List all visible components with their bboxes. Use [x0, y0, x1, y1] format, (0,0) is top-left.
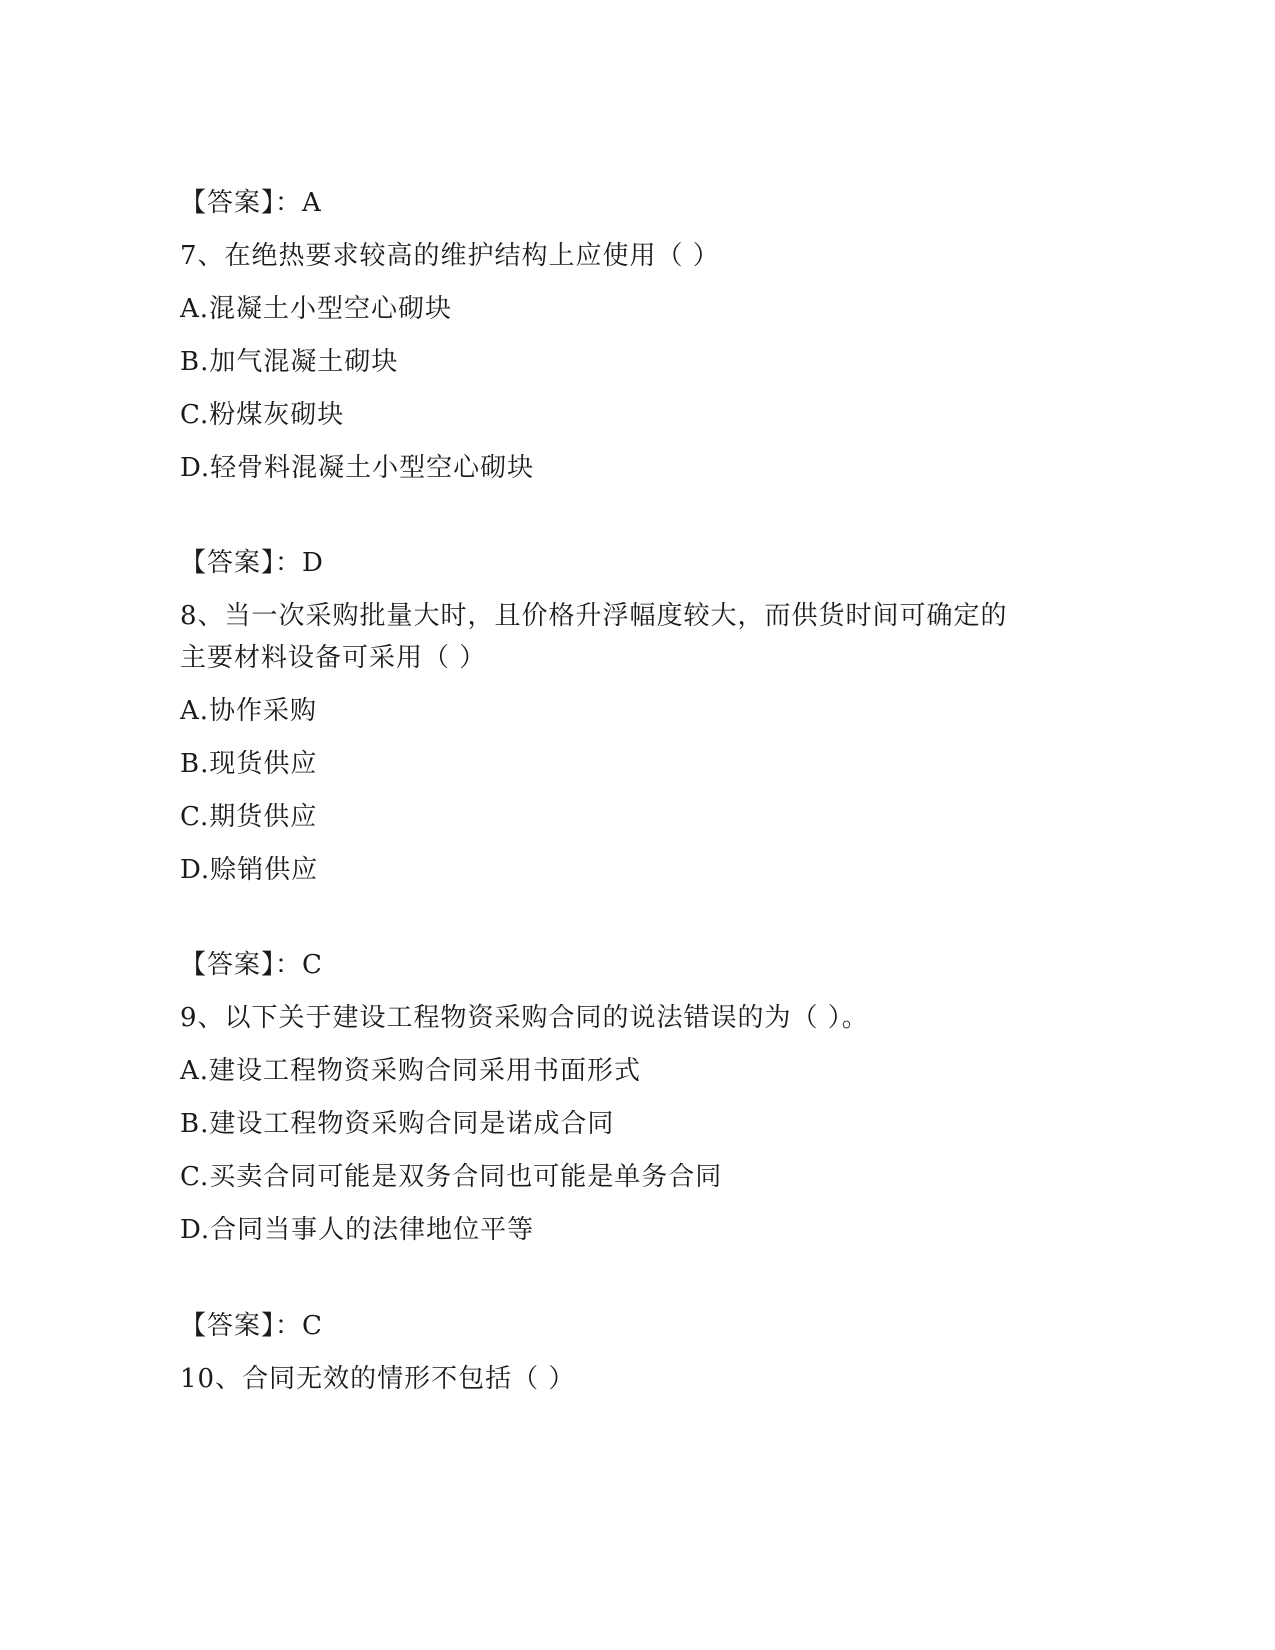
- question-9-option-c: C.买卖合同可能是双务合同也可能是单务合同: [180, 1162, 723, 1192]
- question-8-option-c: C.期货供应: [180, 802, 318, 832]
- answer-value: C: [302, 950, 323, 980]
- answer-value: A: [302, 188, 322, 218]
- answer-prefix: 【答案】：: [180, 188, 303, 218]
- question-8-text-line1: 8、当一次采购批量大时，且价格升浮幅度较大，而供货时间可确定的: [180, 601, 1008, 631]
- question-9-option-d: D.合同当事人的法律地位平等: [180, 1215, 535, 1245]
- question-8-option-b: B.现货供应: [180, 749, 318, 779]
- answer-line: [180, 545, 324, 581]
- question-8-option-a: A.协作采购: [180, 696, 318, 726]
- question-8-text-line2: 主要材料设备可采用（ ）: [180, 643, 487, 673]
- answer-line: [180, 1308, 323, 1344]
- answer-prefix: 【答案】：: [180, 1311, 303, 1341]
- question-9-option-a: A.建设工程物资采购合同采用书面形式: [180, 1056, 642, 1086]
- question-7-option-c: C.粉煤灰砌块: [180, 400, 345, 430]
- question-8-option-d: D.赊销供应: [180, 855, 319, 885]
- answer-line: [180, 947, 323, 983]
- answer-line: [180, 185, 322, 221]
- question-7-option-d: D.轻骨料混凝土小型空心砌块: [180, 453, 535, 483]
- question-7-option-b: B.加气混凝土砌块: [180, 347, 399, 377]
- question-9-text: 9、以下关于建设工程物资采购合同的说法错误的为（ ）。: [180, 1003, 869, 1033]
- question-10-text: 10、合同无效的情形不包括（ ）: [180, 1364, 576, 1394]
- answer-prefix: 【答案】：: [180, 548, 303, 578]
- answer-prefix: 【答案】：: [180, 950, 303, 980]
- answer-value: C: [302, 1311, 323, 1341]
- answer-value: D: [302, 548, 324, 578]
- question-9-option-b: B.建设工程物资采购合同是诺成合同: [180, 1109, 615, 1139]
- question-7-text: 7、在绝热要求较高的维护结构上应使用（ ）: [180, 241, 720, 271]
- question-7-option-a: A.混凝土小型空心砌块: [180, 294, 453, 324]
